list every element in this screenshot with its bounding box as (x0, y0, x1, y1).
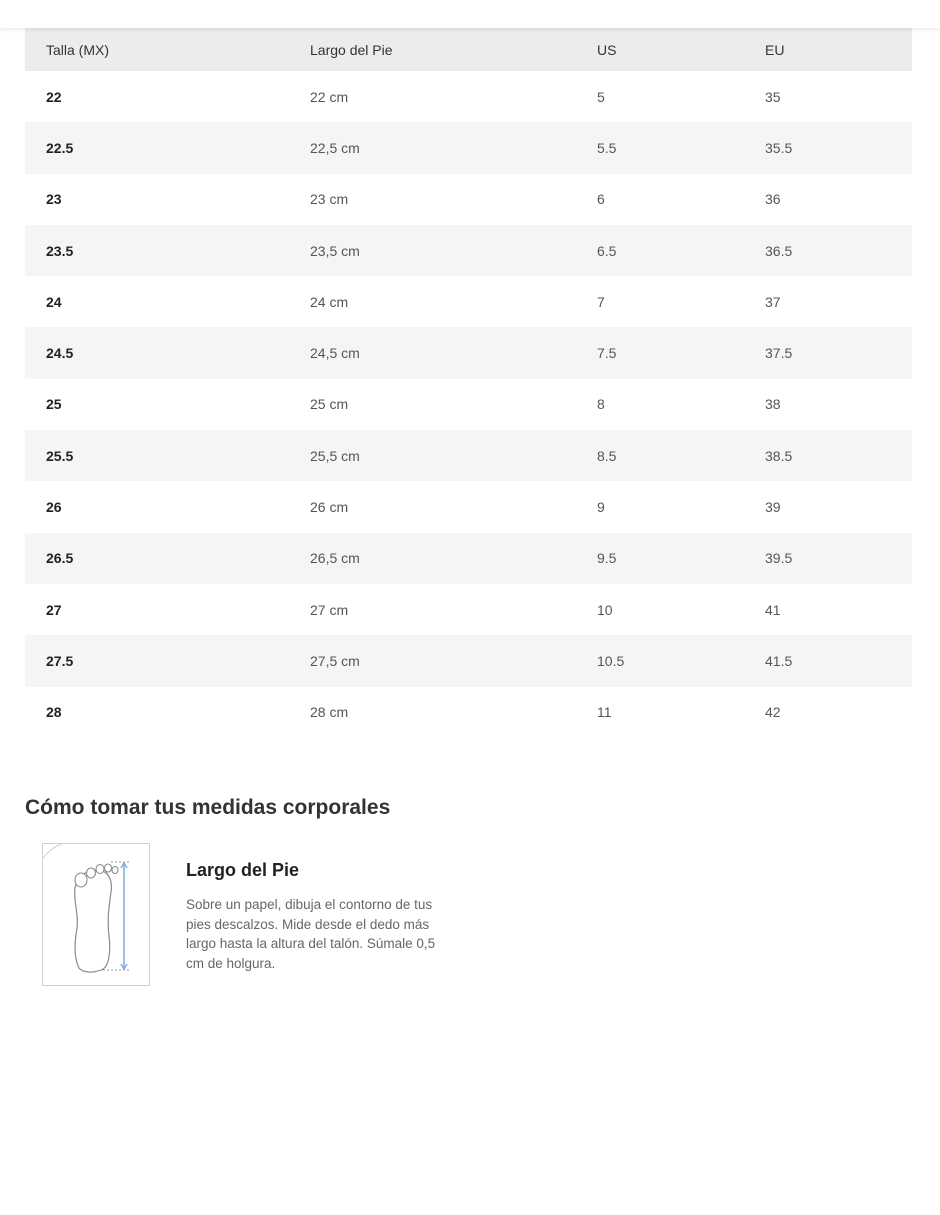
header-largo-del-pie: Largo del Pie (310, 41, 393, 58)
cell-us: 9 (597, 499, 605, 516)
cell-eu: 37 (765, 293, 781, 310)
cell-largo-del-pie: 24 cm (310, 293, 349, 310)
cell-talla-mx: 27.5 (46, 652, 74, 669)
cell-largo-del-pie: 22 cm (310, 88, 349, 105)
cell-us: 7 (597, 293, 605, 310)
cell-eu: 37.5 (765, 345, 793, 362)
foot-illustration-card (42, 843, 150, 986)
cell-eu: 38 (765, 396, 781, 413)
cell-largo-del-pie: 27 cm (310, 601, 349, 618)
table-row (25, 430, 912, 481)
cell-largo-del-pie: 25,5 cm (310, 447, 360, 464)
cell-largo-del-pie: 23,5 cm (310, 242, 360, 259)
cell-eu: 39.5 (765, 550, 793, 567)
cell-talla-mx: 27 (46, 601, 62, 618)
cell-talla-mx: 23 (46, 191, 62, 208)
cell-eu: 39 (765, 499, 781, 516)
cell-largo-del-pie: 26 cm (310, 499, 349, 516)
cell-us: 7.5 (597, 345, 617, 362)
foot-measure-title: Largo del Pie (186, 860, 300, 880)
cell-talla-mx: 22 (46, 88, 62, 105)
cell-eu: 41.5 (765, 652, 793, 669)
cell-talla-mx: 26.5 (46, 550, 74, 567)
cell-largo-del-pie: 26,5 cm (310, 550, 360, 567)
cell-talla-mx: 25 (46, 396, 62, 413)
table-row (25, 327, 912, 378)
cell-talla-mx: 23.5 (46, 242, 74, 259)
table-row (25, 276, 912, 327)
table-row (25, 481, 912, 532)
cell-us: 8.5 (597, 447, 617, 464)
header-eu: EU (765, 41, 785, 58)
cell-largo-del-pie: 24,5 cm (310, 345, 360, 362)
header-us: US (597, 41, 617, 58)
cell-talla-mx: 26 (46, 499, 62, 516)
cell-us: 5 (597, 88, 605, 105)
cell-us: 8 (597, 396, 605, 413)
cell-largo-del-pie: 23 cm (310, 191, 349, 208)
cell-us: 6 (597, 191, 605, 208)
table-row (25, 122, 912, 173)
cell-eu: 35 (765, 88, 781, 105)
cell-largo-del-pie: 22,5 cm (310, 139, 360, 156)
cell-eu: 42 (765, 704, 781, 721)
cell-largo-del-pie: 25 cm (310, 396, 349, 413)
section-title: Cómo tomar tus medidas corporales (25, 796, 391, 819)
cell-eu: 35.5 (765, 139, 793, 156)
cell-largo-del-pie: 28 cm (310, 704, 349, 721)
table-row (25, 584, 912, 635)
size-chart-table (25, 20, 912, 738)
table-row (25, 379, 912, 430)
foot-outline-icon (43, 844, 149, 985)
foot-measure-description: Sobre un papel, dibuja el contorno de tus pies descalzos. Mide desde el dedo más largo hasta la altura del talón. Súmale 0,5 cm de holgura. (186, 897, 436, 971)
header-talla-mx: Talla (MX) (46, 41, 110, 58)
cell-eu: 41 (765, 601, 781, 618)
table-row (25, 687, 912, 738)
cell-talla-mx: 24 (46, 293, 62, 310)
table-row (25, 635, 912, 686)
cell-us: 9.5 (597, 550, 617, 567)
table-row (25, 225, 912, 276)
cell-us: 5.5 (597, 139, 617, 156)
cell-eu: 38.5 (765, 447, 793, 464)
cell-talla-mx: 24.5 (46, 345, 74, 362)
cell-us: 6.5 (597, 242, 617, 259)
cell-eu: 36 (765, 191, 781, 208)
cell-talla-mx: 22.5 (46, 139, 74, 156)
table-row (25, 71, 912, 122)
cell-talla-mx: 25.5 (46, 447, 74, 464)
cell-us: 11 (597, 704, 612, 721)
table-row (25, 533, 912, 584)
table-row (25, 174, 912, 225)
cell-us: 10 (597, 601, 613, 618)
top-bar (0, 0, 940, 28)
cell-us: 10.5 (597, 652, 625, 669)
cell-talla-mx: 28 (46, 704, 62, 721)
cell-largo-del-pie: 27,5 cm (310, 652, 360, 669)
cell-eu: 36.5 (765, 242, 793, 259)
